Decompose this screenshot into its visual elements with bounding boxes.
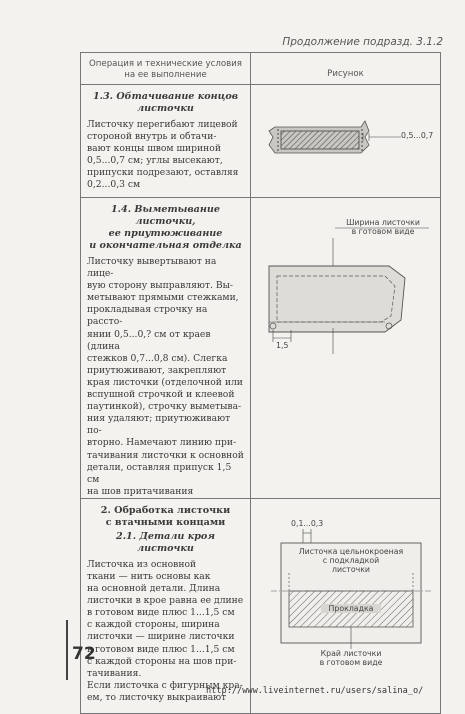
page-number: 72 bbox=[72, 644, 96, 664]
folded-pocket-strip bbox=[269, 121, 369, 153]
interfacing-label: Прокладка bbox=[321, 604, 381, 613]
section-title: 2. Обработка листочки с втачными концами bbox=[100, 504, 231, 528]
seam-width-label: 0,5...0,7 bbox=[401, 131, 434, 140]
column-header-figure: Рисунок bbox=[251, 53, 441, 85]
seam-dimension bbox=[363, 133, 401, 141]
welt-width-label: Ширина листочки в готовом виде bbox=[346, 218, 420, 236]
subsection-title: 2.1. Детали кроя листочки bbox=[116, 530, 215, 554]
column-header-operation: Операция и технические условия на ее выполнение bbox=[81, 53, 251, 85]
step-title: 1.3. Обтачивание концов листочки bbox=[92, 91, 239, 114]
source-watermark: http://www.liveinternet.ru/users/salina_o/ bbox=[206, 686, 424, 696]
allowance-label: 1,5 bbox=[276, 341, 289, 350]
figure-end-stitching bbox=[251, 85, 441, 197]
operation-cell bbox=[81, 498, 251, 713]
operation-cell bbox=[81, 85, 251, 198]
step-text: Листочку вывертывают на лице- вую сторону выправляют. Вы- метывают прямыми стежками, прокладывая строчку на расстo- янии 0,5...0,? см от краев (длина стежков 0,7...0,8 см). Слегка приутюживают, закрепляют края листочки (отделочной или вспушной строчкой и клеевой паутинкой), строчку выметыва- ния удаляют; приутюживают по- вторно. Намечают линию при- тачивания листочки к основной детали, оставляя припуск 1,5 см на шов притачивания bbox=[87, 256, 244, 497]
allowance-label: 0,1...0,3 bbox=[291, 518, 324, 528]
step-text: Листочка из основной ткани — нить основы как на основной детали. Длина листочки в крое равна ее длине в готовом виде плюс 1...1,5 см с каждой стороны, ширина листочки — ширине листочки в готовом виде плюс 1...1,5 см с каждой стороны на шов при- тачивания. Если листочка с фигурным кра- ем, то листочку выкраивают bbox=[87, 558, 244, 703]
operation-cell bbox=[81, 198, 251, 499]
page-margin-bar bbox=[66, 620, 68, 680]
step-title: 1.4. Выметывание листочки, ее приутюживание и окончательная отделка bbox=[89, 204, 242, 251]
step-text: Листочку перегибают лицевой стороной внутрь и обтачи- вают концы швом шириной 0,5...0,7 см; углы высекают, припуски подрезают, оставляя 0,2...0,3 см bbox=[87, 119, 239, 191]
table-row bbox=[81, 198, 441, 499]
figure-cell bbox=[251, 85, 441, 198]
welt-with-lining-label: Листочка цельнокроеная с подкладкой листочки bbox=[298, 546, 404, 574]
table-row bbox=[81, 85, 441, 198]
figure-cell bbox=[251, 498, 441, 713]
finished-edge-label: Край листочки в готовом виде bbox=[319, 648, 383, 667]
table-row bbox=[81, 498, 441, 713]
table-header-row bbox=[81, 53, 441, 85]
figure-cell bbox=[251, 198, 441, 499]
procedure-table bbox=[80, 52, 441, 714]
pocket-welt-shape bbox=[269, 266, 405, 332]
continuation-caption: Продолжение подразд. 3.1.2 bbox=[282, 36, 443, 48]
